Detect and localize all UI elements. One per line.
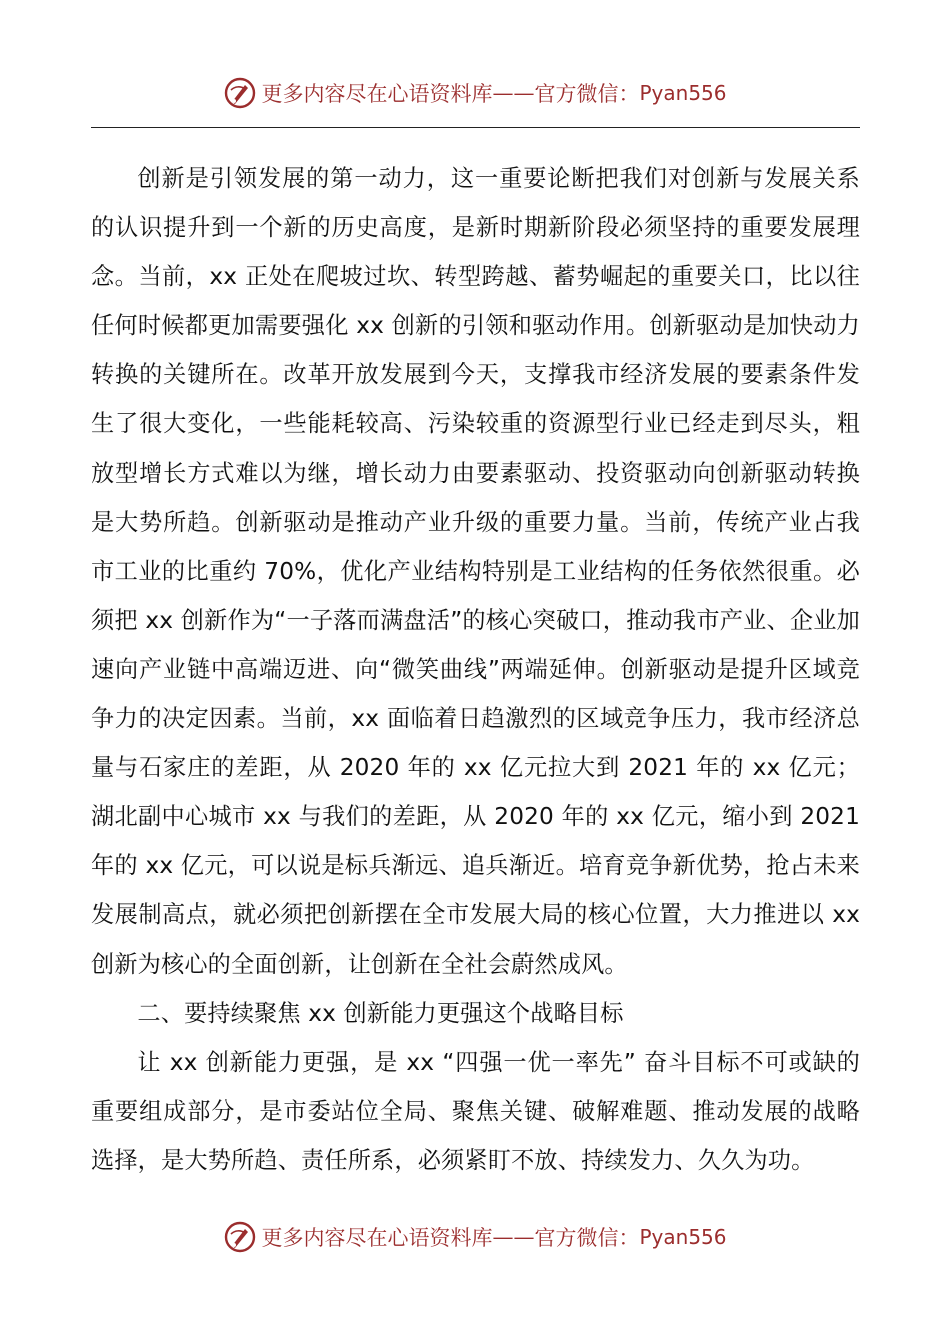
wechat-label: 官方微信：: [534, 1226, 640, 1250]
site-text: 更多内容尽在心语资料库: [261, 82, 493, 106]
dash: ——: [492, 81, 535, 105]
paragraph-2: 让 xx 创新能力更强，是 xx “四强一优一率先” 奋斗目标不可或缺的重要组成部分，是市委站位全局、聚焦关键、破解难题、推动发展的战略选择，是大势所趋、责任所系，必须紧盯不放、持续发力、久久为功。: [91, 1048, 860, 1174]
section-heading: 二、要持续聚焦 xx 创新能力更强这个战略目标: [137, 999, 624, 1027]
document-body: [91, 154, 860, 1185]
wechat-id: Pyan556: [639, 81, 727, 105]
pen-logo-icon: [223, 76, 257, 110]
wechat-id: Pyan556: [639, 1225, 727, 1249]
paragraph-1: 创新是引领发展的第一动力，这一重要论断把我们对创新与发展关系的认识提升到一个新的历史高度，是新时期新阶段必须坚持的重要发展理念。当前，xx 正处在爬坡过坎、转型跨越、蓄势崛起的重要关口，比以往任何时候都更加需要强化 xx 创新的引领和驱动作用。创新驱动是加快动力转换的关键所在。改革开放发展到今天，支撑我市经济发展的要素条件发生了很大变化，一些能耗较高、污染较重的资源型行业已经走到尽头，粗放型增长方式难以为继，增长动力由要素驱动、投资驱动向创新驱动转换是大势所趋。创新驱动是推动产业升级的重要力量。当前，传统产业占我市工业的比重约 70%，优化产业结构特别是工业结构的任务依然很重。必须把 xx 创新作为“一子落而满盘活”的核心突破口，推动我市产业、企业加速向产业链中高端迈进、向“微笑曲线”两端延伸。创新驱动是提升区域竞争力的决定因素。当前，xx 面临着日趋激烈的区域竞争压力，我市经济总量与石家庄的差距，从 2020 年的 xx 亿元拉大到 2021 年的 xx 亿元；湖北副中心城市 xx 与我们的差距，从 2020 年的 xx 亿元，缩小到 2021 年的 xx 亿元，可以说是标兵渐远、追兵渐近。培育竞争新优势，抢占未来发展制高点，就必须把创新摆在全市发展大局的核心位置，大力推进以 xx 创新为核心的全面创新，让创新在全社会蔚然成风。: [91, 165, 860, 978]
footer-watermark: [0, 1217, 950, 1257]
site-text: 更多内容尽在心语资料库: [261, 1226, 493, 1250]
header-divider: [91, 127, 860, 128]
dash: ——: [492, 1225, 535, 1249]
pen-logo-icon: [223, 1220, 257, 1254]
header-watermark: [0, 73, 950, 113]
wechat-label: 官方微信：: [534, 82, 640, 106]
